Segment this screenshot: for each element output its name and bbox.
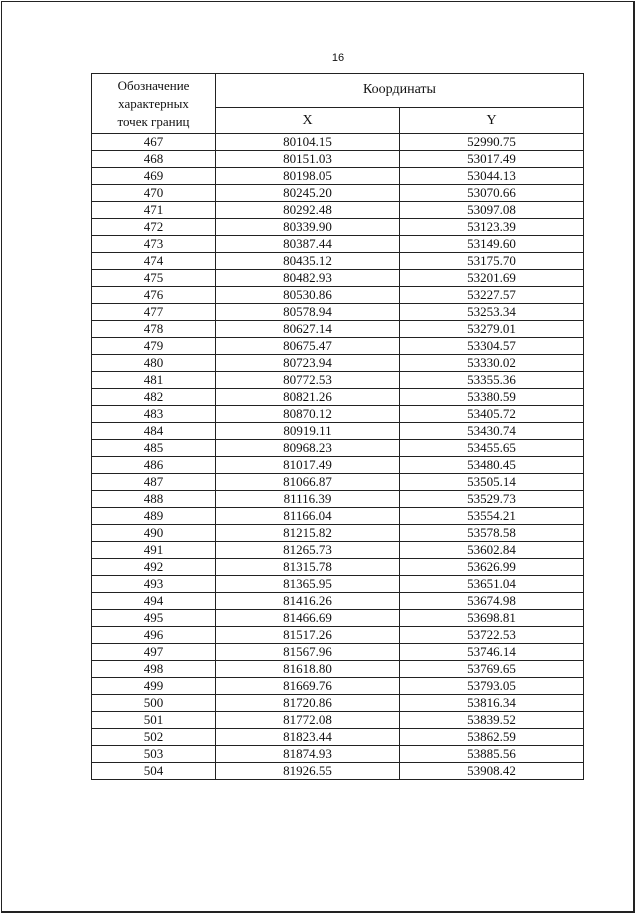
table-row: [92, 253, 584, 270]
table-row: [92, 508, 584, 525]
table-row: [92, 423, 584, 440]
x-coordinate-cell: 80919.11: [216, 423, 400, 440]
y-column-header: Y: [400, 107, 584, 133]
y-coordinate-cell: 53769.65: [400, 661, 584, 678]
table-row: [92, 763, 584, 780]
table-row: [92, 287, 584, 304]
x-coordinate-cell: 81720.86: [216, 695, 400, 712]
x-coordinate-cell: 80435.12: [216, 253, 400, 270]
x-coordinate-cell: 81066.87: [216, 474, 400, 491]
x-coordinate-cell: 80387.44: [216, 236, 400, 253]
x-coordinate-cell: 80339.90: [216, 219, 400, 236]
y-coordinate-cell: 53380.59: [400, 389, 584, 406]
point-cell: 486: [92, 457, 216, 474]
point-designation-header: [92, 74, 216, 134]
y-coordinate-cell: 53455.65: [400, 440, 584, 457]
x-coordinate-cell: 80821.26: [216, 389, 400, 406]
y-coordinate-cell: 53554.21: [400, 508, 584, 525]
point-cell: 470: [92, 185, 216, 202]
x-coordinate-cell: 81017.49: [216, 457, 400, 474]
table-row: [92, 202, 584, 219]
y-coordinate-cell: 53862.59: [400, 729, 584, 746]
table-row: [92, 491, 584, 508]
point-cell: 468: [92, 151, 216, 168]
y-coordinate-cell: 53908.42: [400, 763, 584, 780]
point-cell: 473: [92, 236, 216, 253]
y-coordinate-cell: 53097.08: [400, 202, 584, 219]
x-coordinate-cell: 81466.69: [216, 610, 400, 627]
y-coordinate-cell: 53044.13: [400, 168, 584, 185]
table-row: [92, 134, 584, 151]
x-coordinate-cell: 80578.94: [216, 304, 400, 321]
table-row: [92, 440, 584, 457]
point-cell: 476: [92, 287, 216, 304]
x-coordinate-cell: 81874.93: [216, 746, 400, 763]
point-cell: 467: [92, 134, 216, 151]
y-coordinate-cell: 53651.04: [400, 576, 584, 593]
point-cell: 497: [92, 644, 216, 661]
table-row: [92, 576, 584, 593]
x-coordinate-cell: 81365.95: [216, 576, 400, 593]
table-row: [92, 695, 584, 712]
x-coordinate-cell: 81618.80: [216, 661, 400, 678]
point-cell: 490: [92, 525, 216, 542]
x-coordinate-cell: 80292.48: [216, 202, 400, 219]
y-coordinate-cell: 53722.53: [400, 627, 584, 644]
y-coordinate-cell: 53149.60: [400, 236, 584, 253]
table-row: [92, 559, 584, 576]
y-coordinate-cell: 53529.73: [400, 491, 584, 508]
table-row: [92, 474, 584, 491]
point-cell: 485: [92, 440, 216, 457]
table-row: [92, 593, 584, 610]
x-coordinate-cell: 81772.08: [216, 712, 400, 729]
x-coordinate-cell: 81567.96: [216, 644, 400, 661]
point-cell: 504: [92, 763, 216, 780]
x-coordinate-cell: 81315.78: [216, 559, 400, 576]
table-row: [92, 678, 584, 695]
coordinates-header: Координаты: [216, 74, 584, 108]
y-coordinate-cell: 53253.34: [400, 304, 584, 321]
y-coordinate-cell: 53304.57: [400, 338, 584, 355]
table-row: [92, 610, 584, 627]
x-coordinate-cell: 80151.03: [216, 151, 400, 168]
point-cell: 480: [92, 355, 216, 372]
point-cell: 475: [92, 270, 216, 287]
point-cell: 472: [92, 219, 216, 236]
x-coordinate-cell: 81517.26: [216, 627, 400, 644]
x-coordinate-cell: 80723.94: [216, 355, 400, 372]
x-coordinate-cell: 80870.12: [216, 406, 400, 423]
x-column-header: X: [216, 107, 400, 133]
point-cell: 491: [92, 542, 216, 559]
y-coordinate-cell: 53123.39: [400, 219, 584, 236]
x-coordinate-cell: 80530.86: [216, 287, 400, 304]
point-cell: 489: [92, 508, 216, 525]
y-coordinate-cell: 53430.74: [400, 423, 584, 440]
table-row: [92, 168, 584, 185]
x-coordinate-cell: 80104.15: [216, 134, 400, 151]
y-coordinate-cell: 53839.52: [400, 712, 584, 729]
y-coordinate-cell: 52990.75: [400, 134, 584, 151]
y-coordinate-cell: 53816.34: [400, 695, 584, 712]
table-row: [92, 219, 584, 236]
x-coordinate-cell: 80198.05: [216, 168, 400, 185]
point-header-line: Обозначение: [117, 77, 190, 93]
x-coordinate-cell: 81215.82: [216, 525, 400, 542]
point-cell: 502: [92, 729, 216, 746]
table-row: [92, 304, 584, 321]
x-coordinate-cell: 80245.20: [216, 185, 400, 202]
table-row: [92, 355, 584, 372]
x-coordinate-cell: 80675.47: [216, 338, 400, 355]
table-row: [92, 627, 584, 644]
table-row: [92, 185, 584, 202]
y-coordinate-cell: 53330.02: [400, 355, 584, 372]
x-coordinate-cell: 80968.23: [216, 440, 400, 457]
y-coordinate-cell: 53674.98: [400, 593, 584, 610]
table-body: [92, 134, 584, 780]
point-cell: 495: [92, 610, 216, 627]
y-coordinate-cell: 53885.56: [400, 746, 584, 763]
point-cell: 482: [92, 389, 216, 406]
point-cell: 494: [92, 593, 216, 610]
y-coordinate-cell: 53578.58: [400, 525, 584, 542]
page-number: 16: [331, 52, 345, 64]
table-row: [92, 151, 584, 168]
y-coordinate-cell: 53480.45: [400, 457, 584, 474]
table-row: [92, 661, 584, 678]
x-coordinate-cell: 81265.73: [216, 542, 400, 559]
table-row: [92, 321, 584, 338]
table-row: [92, 525, 584, 542]
y-coordinate-cell: 53746.14: [400, 644, 584, 661]
point-cell: 499: [92, 678, 216, 695]
x-coordinate-cell: 81116.39: [216, 491, 400, 508]
point-cell: 493: [92, 576, 216, 593]
table-row: [92, 236, 584, 253]
y-coordinate-cell: 53279.01: [400, 321, 584, 338]
table-row: [92, 338, 584, 355]
table-row: [92, 729, 584, 746]
y-coordinate-cell: 53602.84: [400, 542, 584, 559]
point-cell: 503: [92, 746, 216, 763]
point-cell: 469: [92, 168, 216, 185]
y-coordinate-cell: 53505.14: [400, 474, 584, 491]
point-cell: 500: [92, 695, 216, 712]
y-coordinate-cell: 53355.36: [400, 372, 584, 389]
table-row: [92, 270, 584, 287]
point-header-line: характерных: [118, 95, 189, 111]
point-cell: 492: [92, 559, 216, 576]
table-row: [92, 644, 584, 661]
x-coordinate-cell: 80627.14: [216, 321, 400, 338]
x-coordinate-cell: 80482.93: [216, 270, 400, 287]
table-row: [92, 372, 584, 389]
point-cell: 481: [92, 372, 216, 389]
point-cell: 487: [92, 474, 216, 491]
point-cell: 477: [92, 304, 216, 321]
point-header-line: точек границ: [117, 113, 190, 129]
y-coordinate-cell: 53017.49: [400, 151, 584, 168]
y-coordinate-cell: 53405.72: [400, 406, 584, 423]
table-row: [92, 746, 584, 763]
coordinates-table: [91, 73, 584, 780]
point-cell: 483: [92, 406, 216, 423]
point-cell: 471: [92, 202, 216, 219]
point-cell: 484: [92, 423, 216, 440]
table-row: [92, 457, 584, 474]
y-coordinate-cell: 53070.66: [400, 185, 584, 202]
y-coordinate-cell: 53698.81: [400, 610, 584, 627]
y-coordinate-cell: 53201.69: [400, 270, 584, 287]
point-cell: 474: [92, 253, 216, 270]
y-coordinate-cell: 53227.57: [400, 287, 584, 304]
y-coordinate-cell: 53626.99: [400, 559, 584, 576]
point-cell: 478: [92, 321, 216, 338]
point-cell: 496: [92, 627, 216, 644]
point-cell: 501: [92, 712, 216, 729]
point-cell: 488: [92, 491, 216, 508]
point-cell: 479: [92, 338, 216, 355]
table-row: [92, 389, 584, 406]
table-row: [92, 406, 584, 423]
y-coordinate-cell: 53793.05: [400, 678, 584, 695]
point-cell: 498: [92, 661, 216, 678]
x-coordinate-cell: 81926.55: [216, 763, 400, 780]
table-header: [92, 74, 584, 134]
x-coordinate-cell: 81416.26: [216, 593, 400, 610]
x-coordinate-cell: 81166.04: [216, 508, 400, 525]
x-coordinate-cell: 81669.76: [216, 678, 400, 695]
table-row: [92, 712, 584, 729]
x-coordinate-cell: 80772.53: [216, 372, 400, 389]
x-coordinate-cell: 81823.44: [216, 729, 400, 746]
table-row: [92, 542, 584, 559]
y-coordinate-cell: 53175.70: [400, 253, 584, 270]
